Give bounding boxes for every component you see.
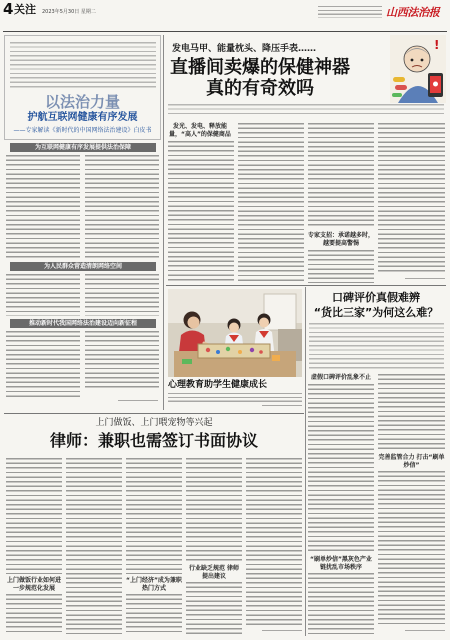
- issue-date: 2023年5月30日 星期二: [42, 9, 96, 15]
- headline-subtitle: ——专家解读《新时代的中国网络法治建设》白皮书: [13, 127, 152, 134]
- body-text: [85, 274, 159, 316]
- section-name: 关注: [14, 3, 36, 16]
- subhead: 完善监管合力 打击“刷单炒信”: [378, 454, 445, 469]
- byline: [405, 278, 445, 281]
- editor-credits: [318, 6, 382, 18]
- subhead: 虚假口碑评价乱象不止: [310, 374, 371, 381]
- body-text: [308, 250, 374, 283]
- photo-title: 心理教育助学生健康成长: [168, 380, 268, 390]
- body-text: [66, 458, 122, 635]
- body-text: [85, 331, 159, 391]
- body-text: [308, 573, 374, 635]
- column-rule: [305, 287, 306, 636]
- health-products-illustration: [390, 35, 446, 103]
- body-text: [378, 374, 445, 451]
- intro-text: [309, 323, 444, 369]
- subhead-bar: 推动新时代我国网络法治建设迈向新征程: [10, 319, 156, 328]
- body-text: [126, 594, 182, 635]
- subhead-bar: 为人民群众营造清朗网络空间: [10, 262, 156, 271]
- section-rule: [166, 285, 446, 286]
- newspaper-logo: 山西法治报: [386, 6, 440, 19]
- subhead: 上门做饭行业如何进一步规范化发展: [6, 577, 61, 592]
- subhead: “上门经济”成为兼职热门方式: [126, 577, 182, 592]
- body-text: [308, 123, 374, 229]
- headline-line1: 口碑评价真假难辨: [332, 291, 420, 304]
- subhead: 行业缺乏规范 律师提出建议: [188, 565, 240, 580]
- classroom-photo: [168, 289, 302, 377]
- body-text: [186, 458, 242, 562]
- header-rule: [3, 31, 447, 32]
- photo-caption: [168, 393, 302, 403]
- body-text: [6, 331, 80, 400]
- headline-kicker: 发电马甲、能量枕头、降压手表……: [172, 44, 317, 54]
- headline-line2: 护航互联网健康有序发展: [27, 112, 138, 123]
- byline: [405, 630, 445, 633]
- body-text: [378, 123, 445, 275]
- body-text: [6, 594, 62, 635]
- page-number: 4: [3, 0, 14, 18]
- svg-text:!: !: [434, 38, 440, 52]
- column-rule: [163, 35, 164, 410]
- body-text: [246, 458, 302, 626]
- headline-line2: “货比三家”为何这么难？: [313, 306, 439, 319]
- body-text: [186, 582, 242, 635]
- section-rule: [4, 413, 304, 414]
- body-text: [238, 123, 304, 283]
- headline-kicker: 上门做饭、上门喂宠物等兴起: [95, 418, 213, 428]
- subhead: “刷单炒信”黑灰色产业链扰乱市场秩序: [310, 556, 372, 571]
- headline-line1: 直播间卖爆的保健神器: [170, 57, 350, 78]
- photo-byline: [262, 405, 302, 408]
- body-text: [6, 274, 80, 316]
- headline: 律师：兼职也需签订书面协议: [49, 431, 258, 450]
- body-text: [168, 141, 234, 283]
- intro-text: [10, 42, 156, 90]
- subhead: 发光、发电、释放能量，“高人”的保健商品: [169, 123, 231, 138]
- body-text: [378, 471, 445, 626]
- byline: [262, 630, 302, 633]
- headline-line2: 真的有奇效吗: [206, 78, 314, 99]
- body-text: [85, 155, 159, 258]
- body-text: [126, 458, 182, 574]
- body-text: [6, 458, 62, 574]
- byline: [118, 400, 158, 403]
- subhead-bar: 为互联网健康有序发展提供法治保障: [10, 143, 156, 152]
- subhead: 专家支招：承诺越多时，越要提高警惕: [308, 232, 375, 247]
- headline-line1: 以法治力量: [44, 93, 120, 111]
- body-text: [6, 155, 80, 258]
- intro-text: [168, 104, 444, 117]
- body-text: [308, 384, 374, 553]
